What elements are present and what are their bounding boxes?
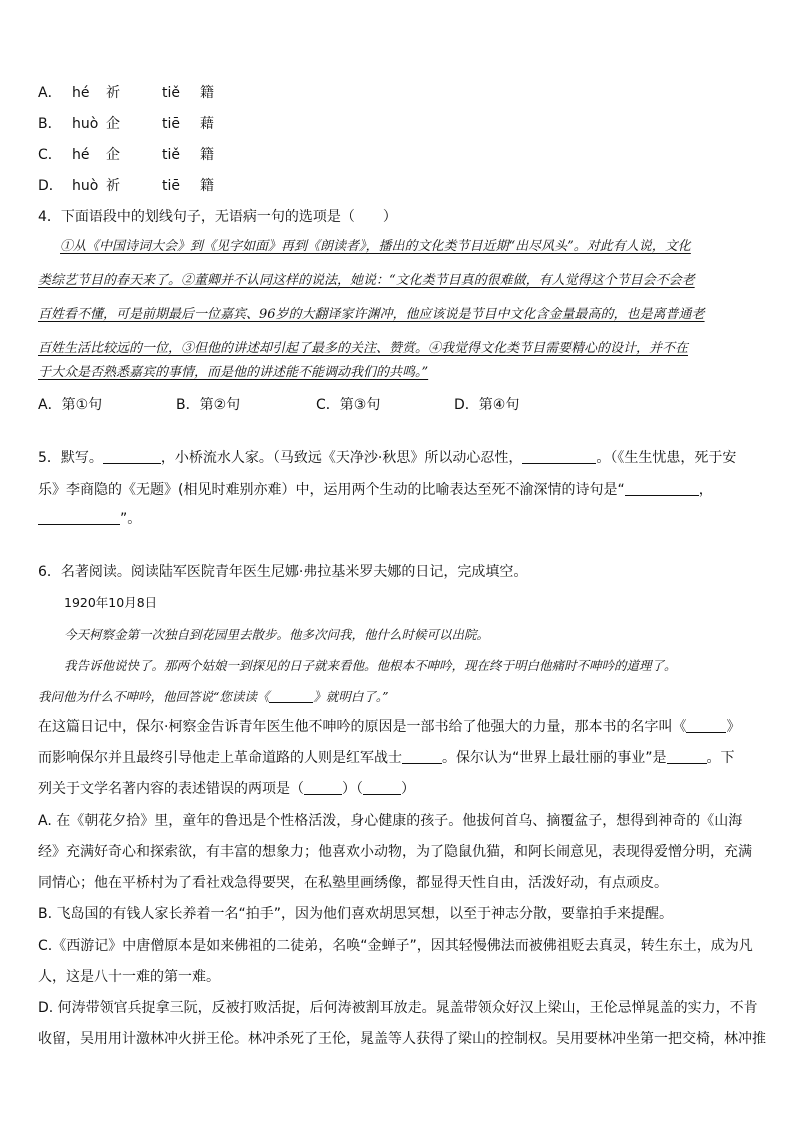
q6-diary-line-2: 我告诉他说快了。那两个姑娘一到探见的日子就来看他。他根本不呻吟，现在终于明白他痛时不呻吟的道理了。 [64, 658, 677, 673]
q6-blank-5 [363, 780, 401, 795]
q6-diary-date: 1920年10月8日 [64, 595, 158, 610]
q4-option-a: A．第①句 [38, 397, 103, 413]
q3-option-d: D． huò 祈 tiē 籍 [38, 178, 214, 194]
q5-blank-4 [38, 510, 120, 525]
q6-option-c-line-1: C.《西游记》中唐僧原本是如来佛祖的二徒弟，名唤“金蝉子”，因其轻慢佛法而被佛祖贬去真灵，转生东土，成为凡 [38, 938, 753, 954]
q4-option-b: B．第②句 [176, 397, 241, 413]
q5-line-3: ”。 [38, 510, 141, 528]
q4-passage-line-5: 于大众是否熟悉嘉宾的事情，而是他的讲述能不能调动我们的共鸣。” [38, 365, 429, 380]
q6-blank-2 [402, 749, 442, 764]
q6-option-c-line-2: 人，这是八十一难的第一难。 [38, 969, 220, 985]
q6-text-line-1: 在这篇日记中，保尔·柯察金告诉青年医生他不呻吟的原因是一部书给了他强大的力量，那本书的名字叫《 》 [38, 719, 741, 735]
q5-blank-1 [103, 449, 161, 464]
q4-passage-line-1: ①从《中国诗词大会》到《见字如面》再到《朗读者》，播出的文化类节目近期“出尽风头”。对此有人说，文化 [60, 239, 691, 254]
q6-stem: 6．名著阅读。阅读陆军医院青年医生尼娜·弗拉基米罗夫娜的日记，完成填空。 [38, 564, 528, 580]
q5-line-2: 乐》李商隐的《无题》(相见时难别亦难）中，运用两个生动的比喻表达至死不渝深情的诗句是“ ， [38, 482, 713, 498]
q4-option-c: C．第③句 [316, 397, 381, 413]
q6-option-a-line-1: A. 在《朝花夕拾》里，童年的鲁迅是个性格活泼，身心健康的孩子。他拔何首乌、摘覆盆子，想得到神奇的《山海 [38, 813, 743, 829]
q4-stem: 4．下面语段中的划线句子，无语病一句的选项是（ ） [38, 209, 397, 225]
q6-text-line-3: 列关于文学名著内容的表述错误的两项是（ ）（ ） [38, 781, 415, 797]
q4-passage-line-2: 类综艺节目的春天来了。②董卿并不认同这样的说法，她说：“文化类节目真的很难做，有人觉得这个节目会不会老 [38, 273, 695, 288]
q6-option-d-line-2: 收留，吴用用计激林冲火拼王伦。林冲杀死了王伦，晁盖等人获得了梁山的控制权。吴用要林冲坐第一把交椅，林冲推 [38, 1031, 766, 1047]
q5-blank-2 [522, 449, 596, 464]
q6-option-a-line-2: 经》充满好奇心和探索欲，有丰富的想象力；他喜欢小动物，为了隐鼠仇猫，和阿长闹意见，表现得爱憎分明，充满 [38, 844, 752, 860]
q6-diary-line-1: 今天柯察金第一次独自到花园里去散步。他多次问我，他什么时候可以出院。 [64, 627, 490, 642]
q6-diary-blank [269, 688, 313, 703]
q6-diary-line-3: 我问他为什么不呻吟，他回答说“您读读《 》就明白了。” [38, 689, 389, 704]
q6-option-d-line-1: D. 何涛带领官兵捉拿三阮，反被打败活捉，后何涛被割耳放走。晁盖带领众好汉上梁山，王伦忌惮晁盖的实力，不肯 [38, 1000, 758, 1016]
q6-blank-3 [667, 749, 707, 764]
q5-blank-3 [625, 481, 699, 496]
q6-option-a-line-3: 同情心；他在平桥村为了看社戏急得要哭，在私塾里画绣像，都显得天性自由，活泼好动，有点顽皮。 [38, 875, 668, 891]
q4-option-d: D．第④句 [454, 397, 520, 413]
q6-blank-4 [304, 780, 342, 795]
q6-option-b: B. 飞岛国的有钱人家长养着一名“拍手”，因为他们喜欢胡思冥想，以至于神志分散，要靠拍手来提醒。 [38, 906, 674, 922]
q3-option-a: A． hé 祈 tiě 籍 [38, 85, 214, 101]
q5-line-1: 5．默写。 ，小桥流水人家。（马致远《天净沙·秋思》所以动心忍性， 。（《生生忧患，死于安 [38, 450, 737, 466]
q3-option-c: C． hé 企 tiě 籍 [38, 147, 214, 163]
q4-passage-line-4: 百姓生活比较远的一位，③但他的讲述却引起了最多的关注、赞赏。④我觉得文化类节目需要精心的设计，并不在 [38, 341, 689, 356]
q4-passage-line-3: 百姓看不懂，可是前期最后一位嘉宾、96岁的大翻译家许渊冲，他应该说是节目中文化含金量最高的，也是离普通老 [38, 307, 705, 322]
q3-option-b: B． huò 企 tiē 藉 [38, 116, 214, 132]
q4-options [38, 396, 519, 414]
q6-blank-1 [686, 718, 726, 733]
q6-text-line-2: 而影响保尔并且最终引导他走上革命道路的人则是红军战士 。保尔认为“世界上最壮丽的事业”是 。下 [38, 750, 735, 766]
